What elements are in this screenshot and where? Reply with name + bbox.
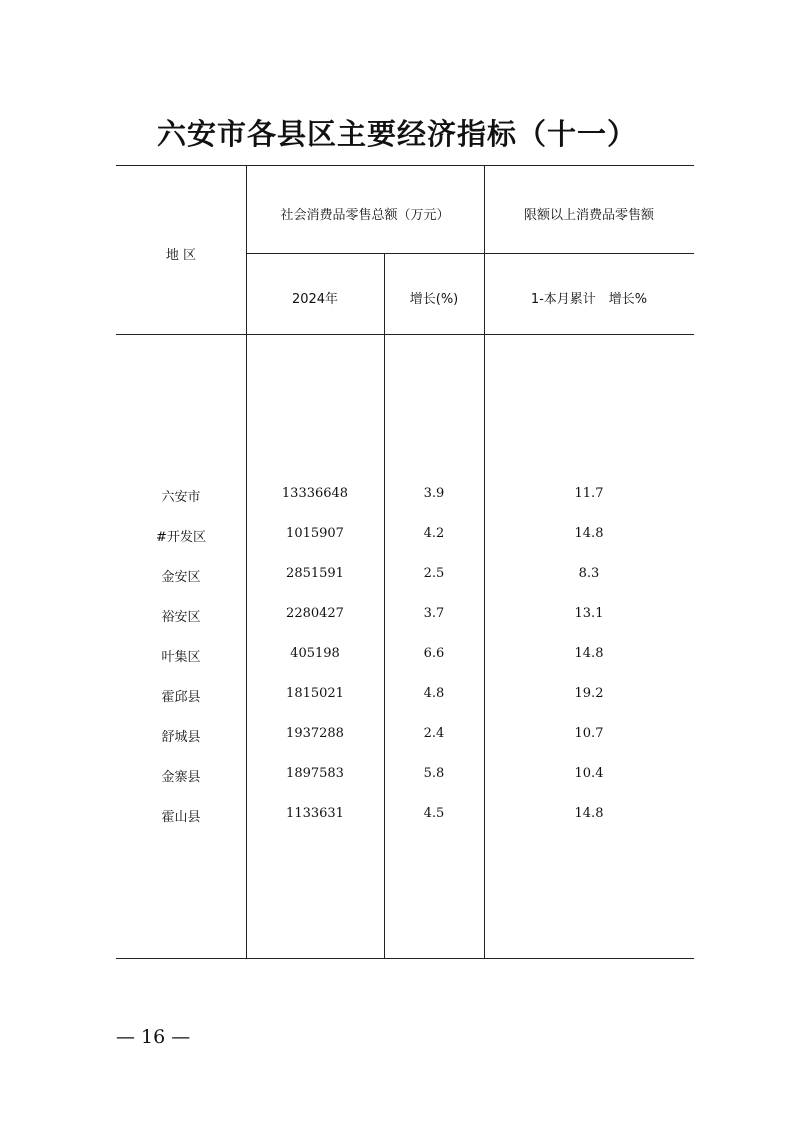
cell-region: 金寨县 [161,770,201,785]
cell-cum-growth: 19.2 [574,686,604,701]
page-title: 六安市各县区主要经济指标（十一） [156,117,637,151]
cell-growth: 4.2 [423,526,445,541]
cell-region: #开发区 [156,530,206,545]
cell-value: 2851591 [286,566,344,581]
cell-value: 1133631 [286,806,344,821]
table-bottom-rule [116,958,694,959]
cell-growth: 3.7 [423,606,445,621]
cell-region: 叶集区 [161,650,201,665]
cell-growth: 6.6 [423,646,445,661]
cell-region: 霍邱县 [161,690,201,705]
cell-growth: 2.5 [423,566,445,581]
cell-cum-growth: 13.1 [574,606,604,621]
cell-growth: 5.8 [423,766,445,781]
header-year-2024: 2024年 [291,292,339,307]
cell-cum-growth: 8.3 [578,566,600,581]
cell-cum-growth: 10.4 [574,766,604,781]
cell-cum-growth: 10.7 [574,726,604,741]
cell-growth: 4.8 [423,686,445,701]
cell-region: 金安区 [161,570,201,585]
page-number: — 16 — [116,1026,191,1048]
header-cumulative-growth: 1-本月累计 增长% [530,292,648,307]
cell-cum-growth: 14.8 [574,646,604,661]
header-mid-rule [246,253,694,254]
cell-value: 1897583 [286,766,344,781]
cell-value: 13336648 [281,486,349,501]
cell-value: 1015907 [286,526,344,541]
header-growth-pct: 增长(%) [409,292,459,307]
cell-region: 六安市 [161,490,201,505]
cell-cum-growth: 11.7 [574,486,604,501]
table-top-rule [116,165,694,166]
header-above-quota: 限额以上消费品零售额 [523,208,654,223]
cell-value: 2280427 [286,606,344,621]
cell-growth: 3.9 [423,486,445,501]
cell-region: 裕安区 [161,610,201,625]
cell-cum-growth: 14.8 [574,526,604,541]
col-divider-quota [484,165,485,958]
cell-value: 405198 [290,646,340,661]
cell-growth: 2.4 [423,726,445,741]
cell-growth: 4.5 [423,806,445,821]
header-retail-total: 社会消费品零售总额（万元） [280,208,450,223]
cell-region: 霍山县 [161,810,201,825]
cell-value: 1815021 [286,686,344,701]
cell-region: 舒城县 [161,730,201,745]
cell-cum-growth: 14.8 [574,806,604,821]
header-bottom-rule [116,334,694,335]
header-region: 地 区 [165,248,197,263]
cell-value: 1937288 [286,726,344,741]
col-divider-region [246,165,247,958]
